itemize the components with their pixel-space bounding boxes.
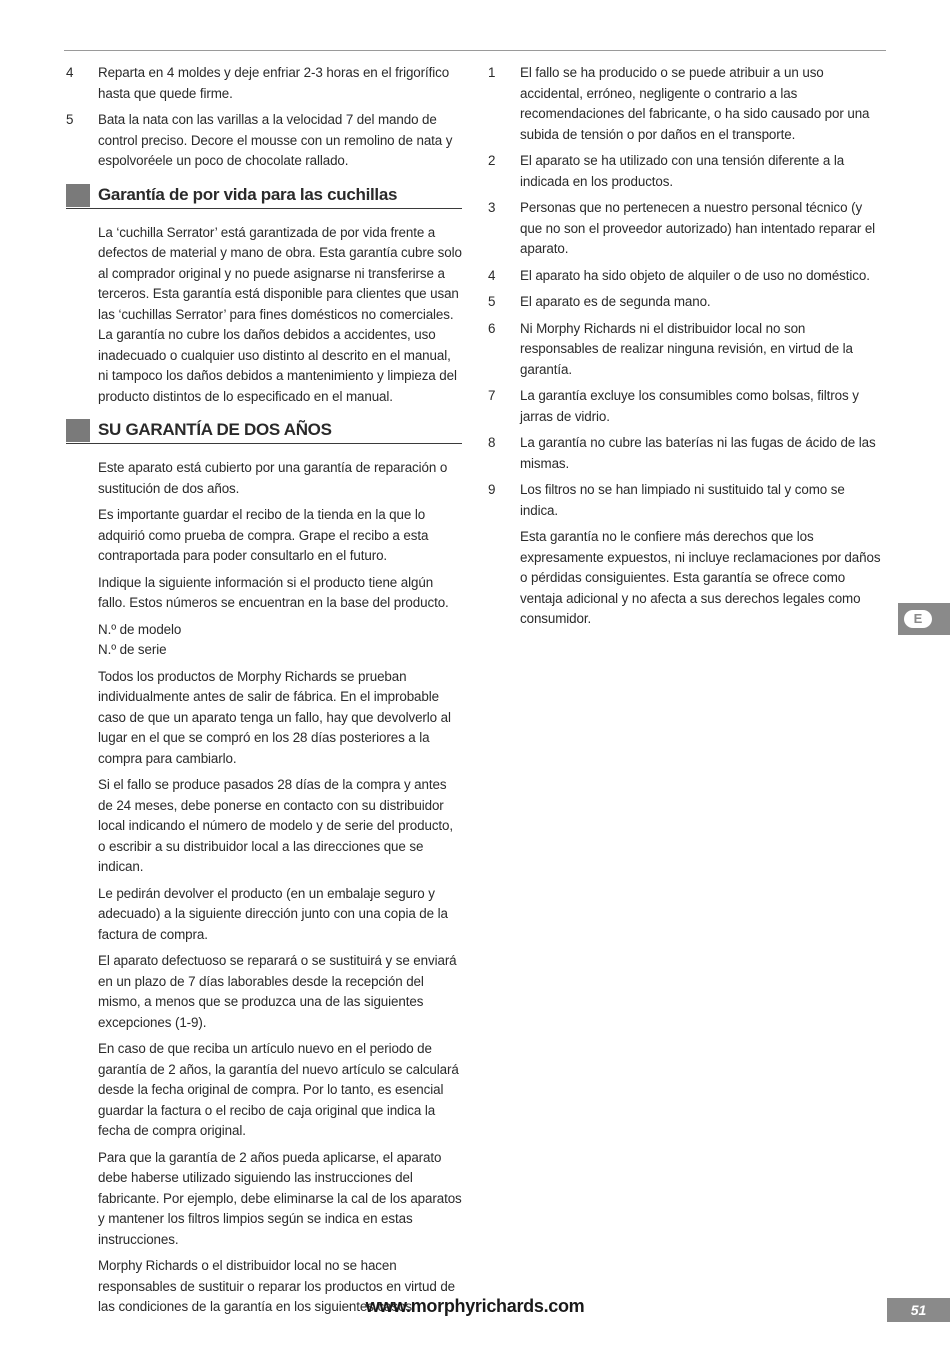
language-tab (898, 603, 950, 635)
paragraph: Este aparato está cubierto por una garantía de reparación o sustitución de dos años. (98, 460, 448, 496)
paragraph: Todos los productos de Morphy Richards se prueban individualmente antes de salir de fábrica. En el improbable caso de que un aparato tenga un fallo, hay que devolverlo al lugar en el que se compró en los 28 días posteriores a la compra para cambiarlo. (98, 668, 451, 766)
step-text: Reparta en 4 moldes y deje enfriar 2-3 horas en el frigorífico hasta que quede firme. (98, 65, 450, 101)
step-number: 4 (66, 65, 74, 80)
paragraph: Morphy Richards o el distribuidor local no se hacen responsables de sustituir o reparar los productos en virtud de las condiciones de la garantía en los siguientes casos: (98, 1258, 456, 1314)
section-title: Garantía de por vida para las cuchillas (98, 184, 398, 204)
heading-marker (66, 419, 90, 442)
section-title: SU GARANTÍA DE DOS AÑOS (98, 420, 332, 439)
paragraph: En caso de que reciba un artículo nuevo en el periodo de garantía de 2 años, la garantía del nuevo artículo se calculará desde la fecha original de compra. Por lo tanto, es esencial guardar la factura o el recibo de caja original que indica la fecha de compra original. (98, 1041, 459, 1138)
recipe-step (66, 110, 462, 172)
model-number-label: N.º de modelo (98, 621, 182, 637)
exception-item (488, 266, 884, 287)
exception-item (488, 433, 884, 474)
exception-text: La garantía no cubre las baterías ni las fugas de ácido de las mismas. (520, 435, 876, 471)
footer-website-url: www.morphyrichards.com (365, 1296, 585, 1316)
exception-text: El aparato es de segunda mano. (520, 294, 711, 309)
paragraph: Indique la siguiente información si el producto tiene algún fallo. Estos números se encuentran en la base del producto. (98, 574, 449, 610)
exception-item (488, 480, 884, 521)
paragraph: Le pedirán devolver el producto (en un embalaje seguro y adecuado) a la siguiente dirección junto con una copia de la factura de compra. (98, 885, 448, 942)
paragraph: La ‘cuchilla Serrator’ está garantizada de por vida frente a defectos de material y mano de obra. Esta garantía cubre solo al comprador original y no puede asignarse ni transferirse a terceros. Esta garantía está disponible para clientes que usan las ‘cuchillas Serrator’ para fines domésticos no comerciales. La garantía no cubre los daños debidos a accidentes, uso inadecuado o cualquier uso distinto al descrito en el manual, ni tampoco los daños debidos a mantenimiento y limpieza del producto distintos de lo especificado en el manual. (98, 224, 462, 404)
exception-item (488, 63, 884, 145)
section-heading-two-year-guarantee (66, 419, 462, 444)
recipe-step (66, 63, 462, 104)
heading-marker (66, 184, 90, 207)
exception-item (488, 151, 884, 192)
exception-number: 6 (488, 320, 496, 336)
step-number: 5 (66, 112, 74, 127)
exception-text: El aparato se ha utilizado con una tensión diferente a la indicada en los productos. (520, 153, 845, 189)
top-divider (64, 50, 886, 51)
exception-number: 2 (488, 153, 496, 168)
paragraph: El aparato defectuoso se reparará o se sustituirá y se enviará en un plazo de 7 días laborables desde la recepción del mismo, a menos que se produzca una de las siguientes excepciones (1-9). (98, 953, 457, 1030)
exception-number: 7 (488, 388, 496, 403)
page-number: 51 (887, 1298, 950, 1322)
left-column (66, 63, 462, 1324)
exception-number: 1 (488, 65, 496, 80)
exception-item (488, 319, 884, 381)
paragraph: Es importante guardar el recibo de la tienda en la que lo adquirió como prueba de compra. Grape el recibo a esta contraportada para poder consultarlo en el futuro. (98, 507, 429, 563)
exception-number: 8 (488, 435, 496, 450)
language-tab-label: E (904, 610, 932, 628)
exception-number: 9 (488, 482, 496, 497)
paragraph: Para que la garantía de 2 años pueda aplicarse, el aparato debe haberse utilizado siguiendo las instrucciones del fabricante. Por ejemplo, debe eliminarse la cal de los aparatos y mantener los filtros limpios según se indica en estas instrucciones. (98, 1149, 462, 1247)
exception-number: 3 (488, 200, 496, 215)
exception-item (488, 386, 884, 427)
exception-number: 4 (488, 267, 496, 283)
exception-text: Personas que no pertenecen a nuestro personal técnico (y que no son el proveedor autorizado) han intentado reparar el aparato. (520, 200, 876, 256)
exception-text: La garantía excluye los consumibles como bolsas, filtros y jarras de vidrio. (520, 388, 859, 424)
paragraph: Si el fallo se produce pasados 28 días de la compra y antes de 24 meses, debe ponerse en contacto con su distribuidor local indicando el número de modelo y de serie del producto, o escribir a su distribuidor local a las direcciones que se indican. (98, 777, 454, 874)
right-column (488, 63, 884, 636)
exception-item (488, 198, 884, 260)
exception-text: Ni Morphy Richards ni el distribuidor local no son responsables de realizar ninguna revisión, en virtud de la garantía. (520, 320, 853, 377)
exception-number: 5 (488, 294, 496, 309)
serial-number-label: N.º de serie (98, 642, 167, 657)
exception-text: Los filtros no se han limpiado ni sustituido tal y como se indica. (520, 482, 845, 518)
exception-text: El fallo se ha producido o se puede atribuir a un uso accidental, erróneo, negligente o contrario a las recomendaciones del fabricante, o ha sido causado por una subida de tensión o por daños en el transporte. (520, 65, 870, 142)
exception-item (488, 292, 884, 313)
step-text: Bata la nata con las varillas a la velocidad 7 del mando de control preciso. Decore el mousse con un remolino de nata y espolvoréele un poco de chocolate rallado. (98, 112, 453, 168)
section-heading-blade-guarantee (66, 184, 462, 209)
exception-text: El aparato ha sido objeto de alquiler o de uso no doméstico. (520, 267, 870, 283)
closing-paragraph: Esta garantía no le confiere más derechos que los expresamente expuestos, ni incluye reclamaciones por daños o pérdidas consiguientes. Esta garantía se ofrece como ventaja adicional y no afecta a sus derechos legales como consumidor. (520, 529, 881, 626)
